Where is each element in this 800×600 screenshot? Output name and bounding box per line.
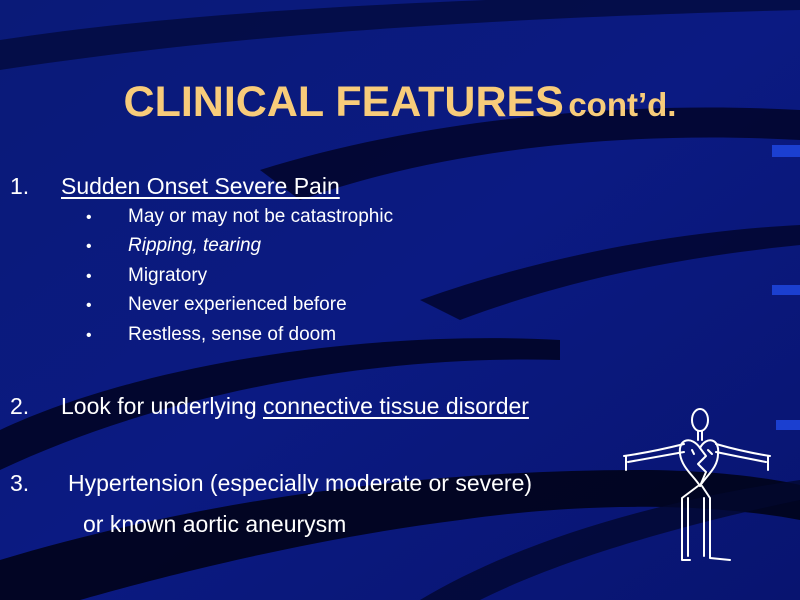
subitem: May or may not be catastrophic bbox=[128, 206, 394, 227]
item-2-text-underlined: connective tissue disorder bbox=[263, 393, 529, 419]
slide-title bbox=[0, 78, 800, 127]
bullet: • bbox=[86, 209, 92, 226]
title-suffix: cont’d. bbox=[568, 86, 677, 123]
item-2-number: 2. bbox=[10, 393, 30, 419]
item-3-line-1: Hypertension (especially moderate or severe) bbox=[68, 470, 533, 496]
title-main: CLINICAL FEATURES bbox=[123, 78, 564, 126]
subitem: Ripping, tearing bbox=[128, 235, 262, 256]
item-2-text-plain: Look for underlying bbox=[61, 393, 264, 419]
bullet: • bbox=[86, 238, 92, 255]
item-1-number: 1. bbox=[10, 173, 30, 199]
bullet: • bbox=[86, 268, 92, 285]
item-3-line-2: or known aortic aneurysm bbox=[83, 511, 347, 537]
bullet: • bbox=[86, 327, 92, 344]
item-3-number: 3. bbox=[10, 470, 30, 496]
item-2-text bbox=[61, 393, 529, 420]
item-1-text: Sudden Onset Severe Pain bbox=[61, 173, 340, 199]
subitem: Migratory bbox=[128, 265, 208, 286]
subitem: Never experienced before bbox=[128, 294, 347, 315]
bullet: • bbox=[86, 297, 92, 314]
subitem: Restless, sense of doom bbox=[128, 324, 337, 345]
stick-figure-broken-heart-icon bbox=[622, 400, 774, 565]
